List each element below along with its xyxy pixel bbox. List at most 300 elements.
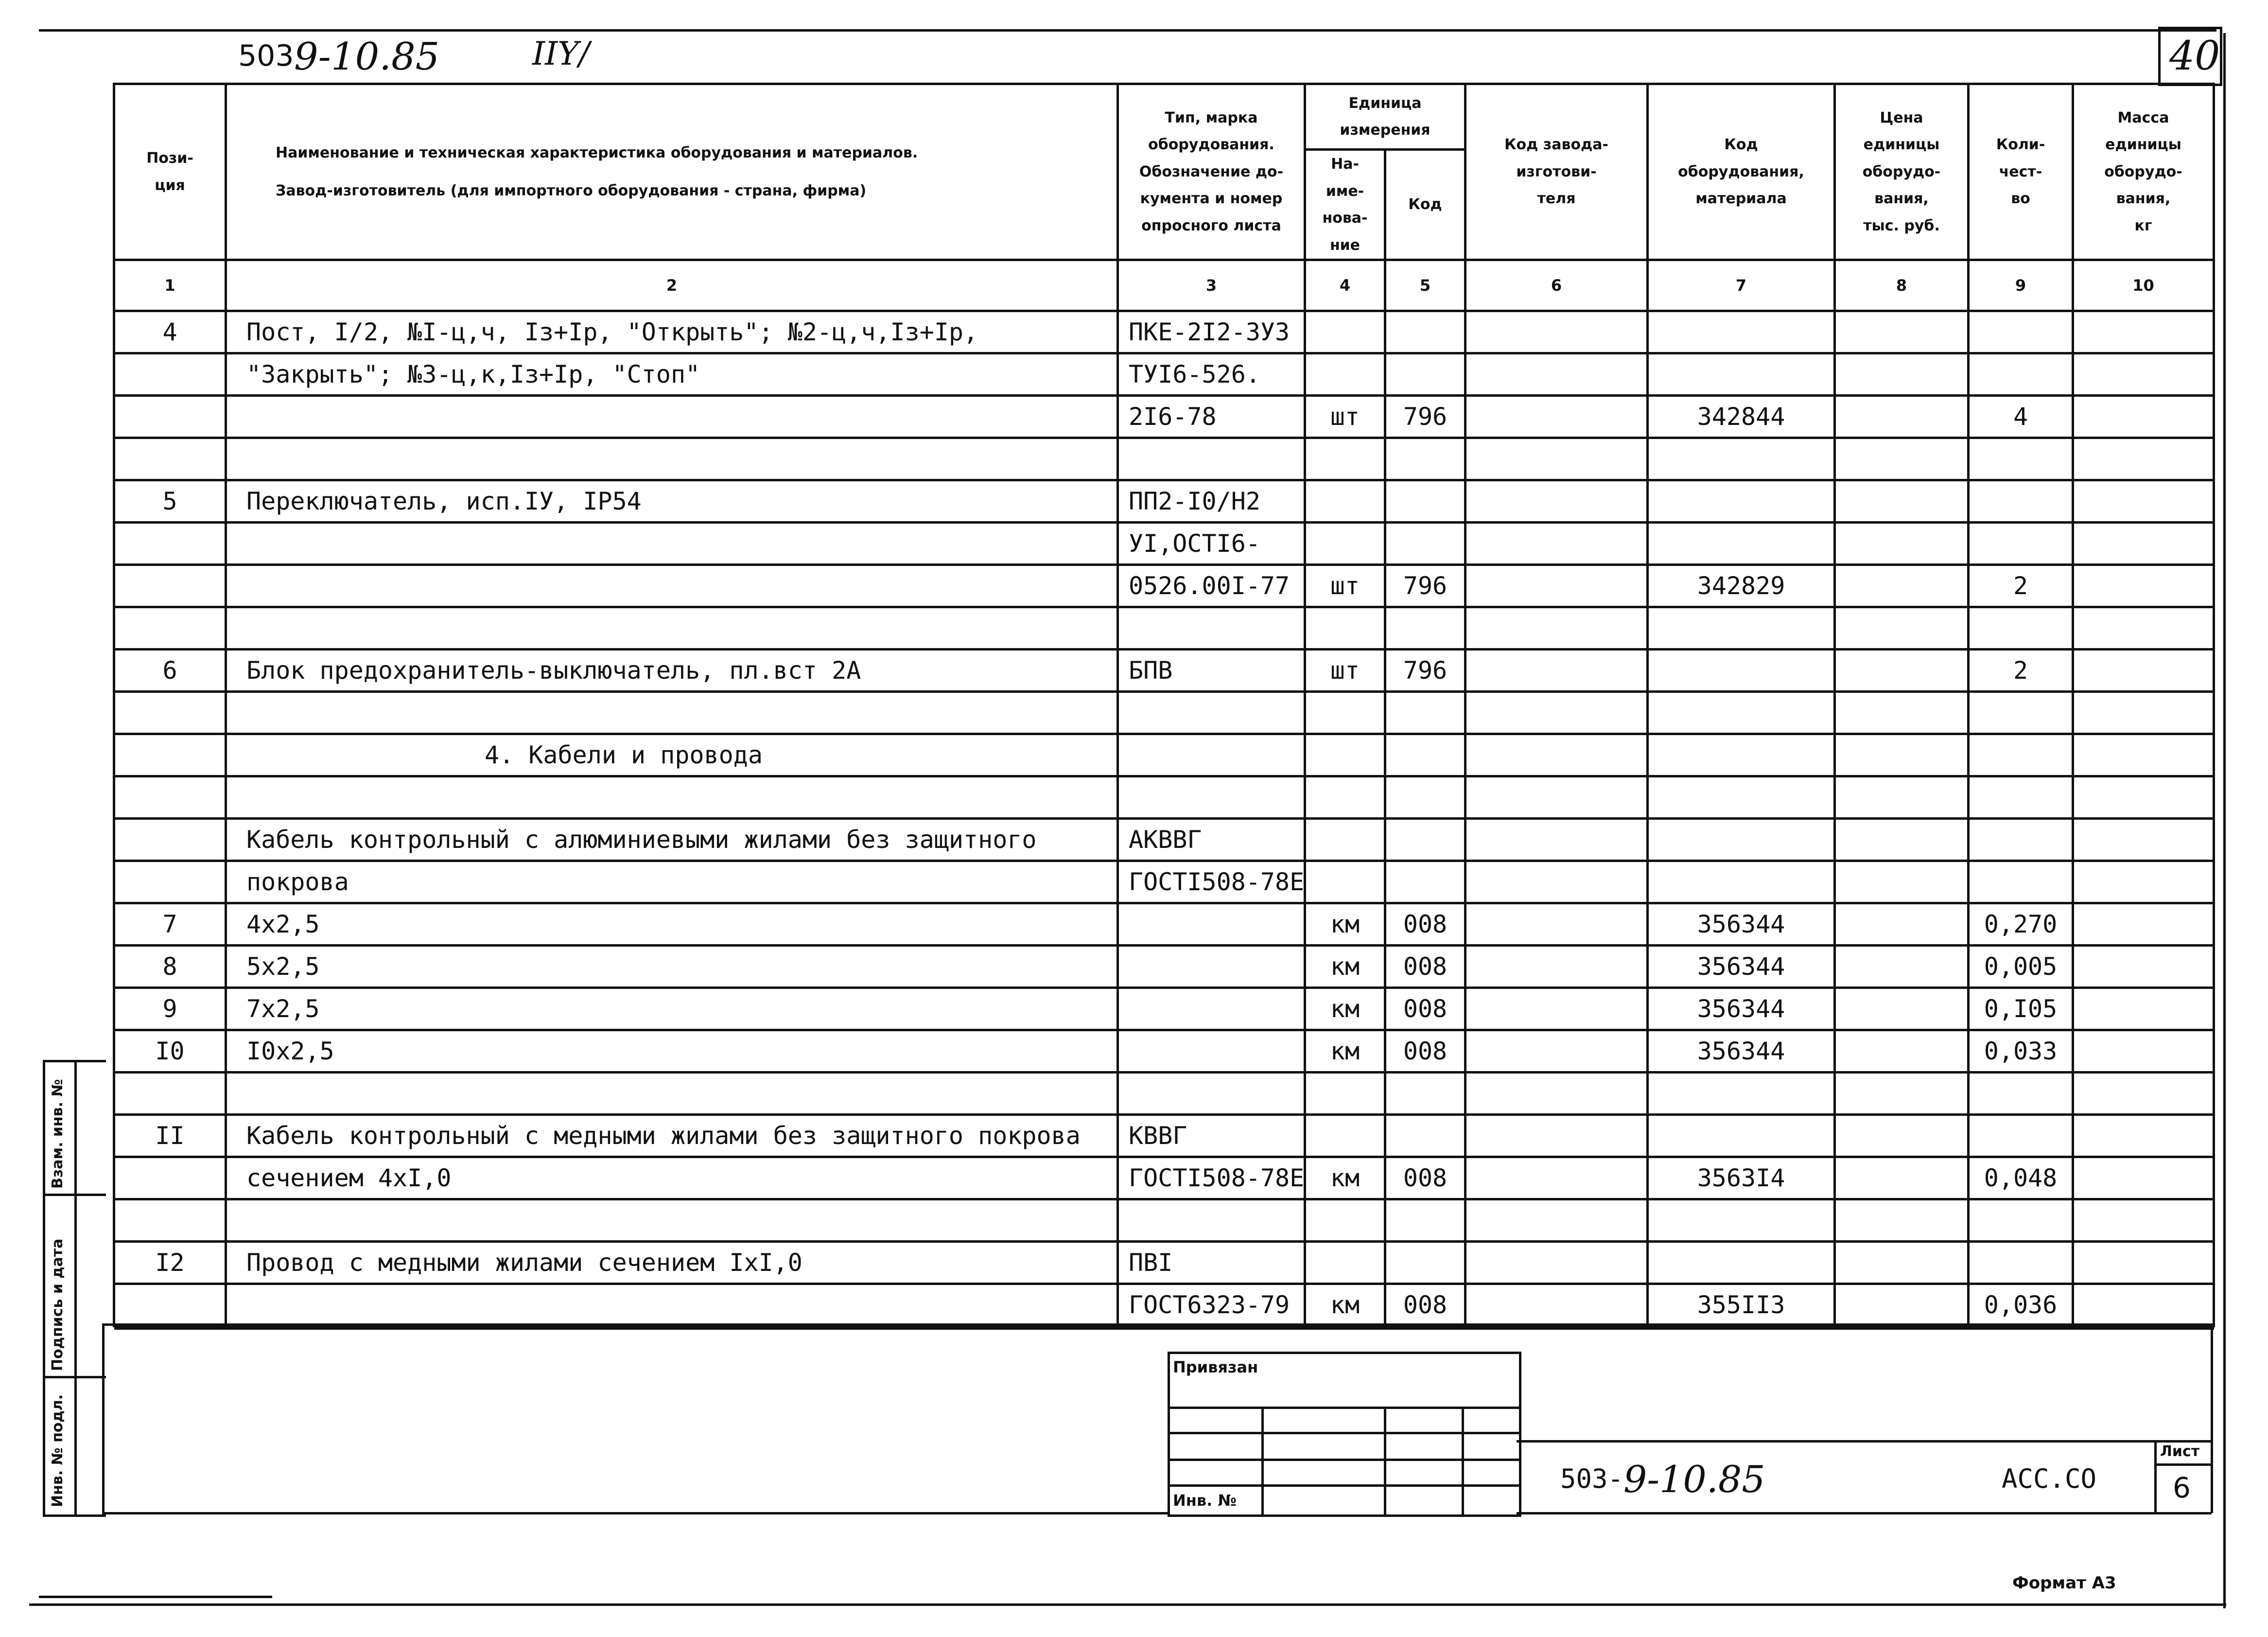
cell-position xyxy=(114,1073,226,1115)
cell-type xyxy=(1118,776,1305,819)
cell-type xyxy=(1118,1030,1305,1073)
table-bottom-line xyxy=(102,1323,2212,1326)
cell-mass xyxy=(2073,1157,2214,1199)
side-cell-vzam xyxy=(45,1062,106,1196)
cell-unit xyxy=(1305,353,1385,396)
cell-type: ГОСТ6323-79 xyxy=(1118,1284,1305,1326)
cell-quantity: 0,048 xyxy=(1969,1157,2073,1199)
titleblock-top-line xyxy=(1517,1440,2212,1443)
cell-equipment-code xyxy=(1648,1073,1835,1115)
cell-factory-code xyxy=(1465,1157,1648,1199)
cell-mass xyxy=(2073,650,2214,692)
cell-price xyxy=(1835,692,1969,734)
cell-equipment-code xyxy=(1648,480,1835,523)
cell-unit xyxy=(1305,861,1385,903)
cell-mass xyxy=(2073,692,2214,734)
doc-code-printed: 503- xyxy=(1560,1463,1624,1494)
cell-position: 5 xyxy=(114,480,226,523)
doc-code-handwritten: 9-10.85 xyxy=(1623,1458,1765,1501)
table-row xyxy=(114,1157,2214,1199)
cell-factory-code xyxy=(1465,946,1648,988)
cell-type xyxy=(1118,1199,1305,1242)
cell-price xyxy=(1835,776,1969,819)
cell-factory-code xyxy=(1465,396,1648,438)
cell-position xyxy=(114,776,226,819)
stamp-vline-3 xyxy=(1462,1409,1464,1514)
frame-bottom-lower xyxy=(102,1512,1168,1514)
cell-name: 4. Кабели и провода xyxy=(226,734,1118,776)
cell-unit: км xyxy=(1305,1284,1385,1326)
cell-factory-code xyxy=(1465,1199,1648,1242)
cell-factory-code xyxy=(1465,819,1648,861)
cell-type: УI,ОСТI6- xyxy=(1118,523,1305,565)
cell-mass xyxy=(2073,607,2214,650)
cell-equipment-code xyxy=(1648,861,1835,903)
cell-factory-code xyxy=(1465,1284,1648,1326)
cell-factory-code xyxy=(1465,734,1648,776)
cell-unit-code xyxy=(1385,819,1465,861)
table-row xyxy=(114,1115,2214,1157)
stamp-hline-4 xyxy=(1170,1484,1519,1487)
cell-equipment-code xyxy=(1648,1199,1835,1242)
cell-equipment-code: 356344 xyxy=(1648,946,1835,988)
column-number-3: 3 xyxy=(1118,260,1305,311)
side-label-inv-podl: Инв. № подл. xyxy=(49,1394,66,1507)
cell-unit xyxy=(1305,1199,1385,1242)
top-center-dash xyxy=(1016,29,1128,32)
table-row xyxy=(114,438,2214,480)
cell-type xyxy=(1118,692,1305,734)
cell-price xyxy=(1835,946,1969,988)
cell-unit-code xyxy=(1385,1242,1465,1284)
cell-type xyxy=(1118,607,1305,650)
cell-mass xyxy=(2073,1030,2214,1073)
cell-name xyxy=(226,692,1118,734)
stamp-hline-2 xyxy=(1170,1432,1519,1434)
cell-mass xyxy=(2073,1115,2214,1157)
stamp-vline-1 xyxy=(1261,1409,1264,1514)
cell-price xyxy=(1835,734,1969,776)
cell-equipment-code xyxy=(1648,523,1835,565)
cell-price xyxy=(1835,396,1969,438)
cell-unit xyxy=(1305,776,1385,819)
cell-price xyxy=(1835,480,1969,523)
cell-name xyxy=(226,565,1118,607)
cell-mass xyxy=(2073,396,2214,438)
cell-quantity xyxy=(1969,438,2073,480)
table-row xyxy=(114,396,2214,438)
cell-name xyxy=(226,1284,1118,1326)
cell-position xyxy=(114,353,226,396)
cell-unit-code xyxy=(1385,692,1465,734)
cell-name: Кабель контрольный с алюминиевыми жилами без защитного xyxy=(226,819,1118,861)
cell-unit-code xyxy=(1385,1115,1465,1157)
table-row xyxy=(114,650,2214,692)
cell-mass xyxy=(2073,523,2214,565)
cell-position xyxy=(114,861,226,903)
cell-position xyxy=(114,692,226,734)
column-number-2: 2 xyxy=(226,260,1118,311)
cell-equipment-code xyxy=(1648,438,1835,480)
cell-mass xyxy=(2073,565,2214,607)
cell-price xyxy=(1835,1030,1969,1073)
cell-quantity: 2 xyxy=(1969,650,2073,692)
cell-position xyxy=(114,396,226,438)
cell-equipment-code: 356344 xyxy=(1648,1030,1835,1073)
cell-factory-code xyxy=(1465,523,1648,565)
table-row xyxy=(114,353,2214,396)
side-cell-inv xyxy=(45,1378,106,1512)
frame-left-lower xyxy=(102,1323,105,1513)
cell-price xyxy=(1835,650,1969,692)
table-row xyxy=(114,1030,2214,1073)
cell-unit xyxy=(1305,311,1385,353)
cell-name xyxy=(226,396,1118,438)
table-row xyxy=(114,946,2214,988)
cell-unit-code xyxy=(1385,776,1465,819)
cell-mass xyxy=(2073,1242,2214,1284)
specification-table xyxy=(113,83,2215,1330)
cell-unit-code: 796 xyxy=(1385,565,1465,607)
cell-equipment-code: 3563I4 xyxy=(1648,1157,1835,1199)
cell-unit-code: 008 xyxy=(1385,988,1465,1030)
cell-unit xyxy=(1305,523,1385,565)
sheet-number: 6 xyxy=(2173,1471,2191,1504)
cell-unit: км xyxy=(1305,1157,1385,1199)
cell-price xyxy=(1835,523,1969,565)
table-row xyxy=(114,523,2214,565)
cell-quantity xyxy=(1969,819,2073,861)
page-number: 40 xyxy=(2169,33,2220,79)
cell-price xyxy=(1835,1115,1969,1157)
column-number-6: 6 xyxy=(1465,260,1648,311)
cell-position xyxy=(114,565,226,607)
side-label-podpis: Подпись и дата xyxy=(49,1238,66,1371)
cell-factory-code xyxy=(1465,1115,1648,1157)
column-number-8: 8 xyxy=(1835,260,1969,311)
cell-equipment-code xyxy=(1648,734,1835,776)
cell-unit-code xyxy=(1385,607,1465,650)
cell-mass xyxy=(2073,734,2214,776)
cell-position xyxy=(114,607,226,650)
titleblock-sheet-line xyxy=(2154,1463,2212,1466)
cell-position: 4 xyxy=(114,311,226,353)
top-printed-code: 503 xyxy=(238,39,294,73)
frame-right-line xyxy=(2223,33,2226,1608)
cell-factory-code xyxy=(1465,480,1648,523)
cell-quantity: 0,270 xyxy=(1969,903,2073,946)
cell-price xyxy=(1835,1073,1969,1115)
cell-type: 0526.00I-77 xyxy=(1118,565,1305,607)
cell-unit: шт xyxy=(1305,396,1385,438)
cell-unit: км xyxy=(1305,946,1385,988)
binding-stamp xyxy=(1168,1352,1521,1517)
cell-quantity xyxy=(1969,311,2073,353)
cell-mass xyxy=(2073,311,2214,353)
cell-factory-code xyxy=(1465,776,1648,819)
table-row xyxy=(114,1242,2214,1284)
table-row xyxy=(114,311,2214,353)
cell-price xyxy=(1835,819,1969,861)
table-row xyxy=(114,692,2214,734)
cell-unit-code xyxy=(1385,1073,1465,1115)
cell-name xyxy=(226,776,1118,819)
column-number-5: 5 xyxy=(1385,260,1465,311)
cell-unit-code xyxy=(1385,523,1465,565)
cell-quantity: 2 xyxy=(1969,565,2073,607)
cell-quantity xyxy=(1969,607,2073,650)
cell-type xyxy=(1118,946,1305,988)
cell-unit: км xyxy=(1305,903,1385,946)
top-handwritten-code: 9-10.85 xyxy=(294,35,440,79)
cell-mass xyxy=(2073,903,2214,946)
cell-position: II xyxy=(114,1115,226,1157)
cell-name: покрова xyxy=(226,861,1118,903)
cell-position xyxy=(114,1157,226,1199)
cell-position xyxy=(114,523,226,565)
cell-unit xyxy=(1305,438,1385,480)
table-row xyxy=(114,734,2214,776)
cell-unit-code: 008 xyxy=(1385,1284,1465,1326)
sheet-label: Лист xyxy=(2160,1443,2200,1460)
cell-name: Провод с медными жилами сечением IхI,0 xyxy=(226,1242,1118,1284)
cell-equipment-code xyxy=(1648,353,1835,396)
cell-name: сечением 4хI,0 xyxy=(226,1157,1118,1199)
table-bottom-spacer xyxy=(114,1326,2214,1329)
cell-type: ПП2-I0/Н2 xyxy=(1118,480,1305,523)
cell-unit: км xyxy=(1305,1030,1385,1073)
frame-top-line xyxy=(39,29,2216,32)
cell-type xyxy=(1118,438,1305,480)
cell-unit-code xyxy=(1385,734,1465,776)
cell-equipment-code: 342844 xyxy=(1648,396,1835,438)
column-number-10: 10 xyxy=(2073,260,2214,311)
header-unit-group: Единица измерения xyxy=(1305,84,1465,150)
cell-position: 8 xyxy=(114,946,226,988)
cell-name: "Закрыть"; №3-ц,к,Iз+Iр, "Стоп" xyxy=(226,353,1118,396)
cell-unit xyxy=(1305,1115,1385,1157)
table-row xyxy=(114,607,2214,650)
titleblock-sheet-divider xyxy=(2154,1440,2157,1513)
cell-equipment-code xyxy=(1648,776,1835,819)
cell-mass xyxy=(2073,353,2214,396)
cell-quantity xyxy=(1969,1242,2073,1284)
cell-type xyxy=(1118,988,1305,1030)
cell-unit-code: 008 xyxy=(1385,946,1465,988)
cell-equipment-code xyxy=(1648,1115,1835,1157)
cell-mass xyxy=(2073,946,2214,988)
cell-equipment-code: 342829 xyxy=(1648,565,1835,607)
table-row xyxy=(114,903,2214,946)
table-row xyxy=(114,819,2214,861)
cell-factory-code xyxy=(1465,988,1648,1030)
header-unit-name: На- име- нова- ние xyxy=(1305,150,1385,260)
stamp-hline-1 xyxy=(1170,1407,1519,1409)
cell-type xyxy=(1118,903,1305,946)
column-number-row xyxy=(114,260,2214,311)
column-number-1: 1 xyxy=(114,260,226,311)
cell-equipment-code: 356344 xyxy=(1648,903,1835,946)
cell-name: Пост, I/2, №I-ц,ч, Iз+Iр, "Открыть"; №2-ц,ч,Iз+Iр, xyxy=(226,311,1118,353)
cell-name xyxy=(226,607,1118,650)
cell-type: 2I6-78 xyxy=(1118,396,1305,438)
header-unit-code: Код xyxy=(1385,150,1465,260)
specification-rows xyxy=(114,311,2214,1326)
header-factory-code: Код завода- изготови- теля xyxy=(1465,84,1648,260)
cell-equipment-code xyxy=(1648,607,1835,650)
cell-name xyxy=(226,438,1118,480)
cell-equipment-code xyxy=(1648,819,1835,861)
top-roman-mark: IIY/ xyxy=(532,35,590,72)
cell-unit xyxy=(1305,1242,1385,1284)
cell-type: АКВВГ xyxy=(1118,819,1305,861)
cell-type xyxy=(1118,734,1305,776)
table-row xyxy=(114,1073,2214,1115)
cell-factory-code xyxy=(1465,1030,1648,1073)
cell-position: I0 xyxy=(114,1030,226,1073)
inv-no-label: Инв. № xyxy=(1173,1491,1237,1510)
cell-price xyxy=(1835,1284,1969,1326)
header-position: Пози- ция xyxy=(114,84,226,260)
stamp-vline-2 xyxy=(1384,1409,1386,1514)
doc-mark: АСС.СО xyxy=(2002,1463,2097,1494)
cell-quantity xyxy=(1969,692,2073,734)
header-type: Тип, марка оборудования. Обозначение до- кумента и номер опросного листа xyxy=(1118,84,1305,260)
cell-position: 6 xyxy=(114,650,226,692)
cell-quantity xyxy=(1969,480,2073,523)
cell-quantity: 0,005 xyxy=(1969,946,2073,988)
cell-quantity xyxy=(1969,1199,2073,1242)
cell-unit-code: 008 xyxy=(1385,1157,1465,1199)
cell-quantity xyxy=(1969,1115,2073,1157)
cell-price xyxy=(1835,353,1969,396)
table-row xyxy=(114,565,2214,607)
cell-unit xyxy=(1305,480,1385,523)
privyazan-label: Привязан xyxy=(1173,1358,1258,1376)
cell-unit-code: 008 xyxy=(1385,1030,1465,1073)
cell-factory-code xyxy=(1465,1242,1648,1284)
cell-name xyxy=(226,1073,1118,1115)
header-name: Наименование и техническая характеристика оборудования и материалов. Завод-изготовитель (для импортного оборудования - страна, фирма) xyxy=(226,84,1118,260)
column-number-4: 4 xyxy=(1305,260,1385,311)
cell-quantity xyxy=(1969,353,2073,396)
cell-type: КВВГ xyxy=(1118,1115,1305,1157)
cell-name xyxy=(226,523,1118,565)
table-row xyxy=(114,1199,2214,1242)
cell-price xyxy=(1835,438,1969,480)
cell-equipment-code xyxy=(1648,311,1835,353)
cell-type: ПВI xyxy=(1118,1242,1305,1284)
cell-name: 4х2,5 xyxy=(226,903,1118,946)
left-side-stamp xyxy=(43,1060,106,1517)
titleblock-bottom-line xyxy=(1517,1512,2212,1514)
side-label-vzam: Взам. инв. № xyxy=(49,1079,66,1189)
cell-type: ТУI6-526. xyxy=(1118,353,1305,396)
header-quantity: Коли- чест- во xyxy=(1969,84,2073,260)
cell-quantity xyxy=(1969,1073,2073,1115)
cell-equipment-code: 355II3 xyxy=(1648,1284,1835,1326)
cell-unit-code xyxy=(1385,311,1465,353)
cell-unit xyxy=(1305,734,1385,776)
frame-bottom-line xyxy=(29,1603,2226,1606)
cell-unit xyxy=(1305,1073,1385,1115)
cell-mass xyxy=(2073,1199,2214,1242)
cell-position xyxy=(114,819,226,861)
table-row xyxy=(114,776,2214,819)
cell-name: Кабель контрольный с медными жилами без защитного покрова xyxy=(226,1115,1118,1157)
cell-factory-code xyxy=(1465,903,1648,946)
column-number-9: 9 xyxy=(1969,260,2073,311)
cell-unit xyxy=(1305,607,1385,650)
cell-factory-code xyxy=(1465,353,1648,396)
bottom-left-dash xyxy=(39,1596,272,1598)
cell-mass xyxy=(2073,776,2214,819)
header-mass: Масса единицы оборудо- вания, кг xyxy=(2073,84,2214,260)
cell-factory-code xyxy=(1465,1073,1648,1115)
cell-unit xyxy=(1305,692,1385,734)
cell-equipment-code xyxy=(1648,1242,1835,1284)
cell-price xyxy=(1835,903,1969,946)
cell-quantity xyxy=(1969,861,2073,903)
cell-mass xyxy=(2073,1284,2214,1326)
cell-position: I2 xyxy=(114,1242,226,1284)
table-row xyxy=(114,861,2214,903)
stamp-hline-3 xyxy=(1170,1459,1519,1461)
frame-right-lower xyxy=(2211,1323,2213,1513)
cell-name: Блок предохранитель-выключатель, пл.вст 2А xyxy=(226,650,1118,692)
cell-mass xyxy=(2073,988,2214,1030)
cell-unit-code xyxy=(1385,438,1465,480)
cell-price xyxy=(1835,861,1969,903)
cell-mass xyxy=(2073,819,2214,861)
cell-position xyxy=(114,1284,226,1326)
cell-mass xyxy=(2073,438,2214,480)
format-label: Формат А3 xyxy=(2012,1573,2116,1593)
cell-position xyxy=(114,438,226,480)
cell-unit-code: 796 xyxy=(1385,650,1465,692)
cell-unit: шт xyxy=(1305,650,1385,692)
side-cell-podpis xyxy=(45,1196,106,1378)
cell-factory-code xyxy=(1465,438,1648,480)
cell-quantity: 4 xyxy=(1969,396,2073,438)
cell-mass xyxy=(2073,480,2214,523)
cell-type: ГОСТI508-78Е xyxy=(1118,1157,1305,1199)
cell-unit: шт xyxy=(1305,565,1385,607)
cell-name: 7х2,5 xyxy=(226,988,1118,1030)
cell-quantity xyxy=(1969,734,2073,776)
cell-unit-code xyxy=(1385,861,1465,903)
header-price: Цена единицы оборудо- вания, тыс. руб. xyxy=(1835,84,1969,260)
cell-price xyxy=(1835,1242,1969,1284)
cell-unit-code xyxy=(1385,480,1465,523)
cell-equipment-code: 356344 xyxy=(1648,988,1835,1030)
table-row xyxy=(114,1284,2214,1326)
cell-quantity xyxy=(1969,523,2073,565)
table-row xyxy=(114,480,2214,523)
cell-unit: км xyxy=(1305,988,1385,1030)
cell-factory-code xyxy=(1465,607,1648,650)
cell-unit xyxy=(1305,819,1385,861)
cell-factory-code xyxy=(1465,650,1648,692)
cell-price xyxy=(1835,311,1969,353)
cell-name: 5х2,5 xyxy=(226,946,1118,988)
cell-price xyxy=(1835,607,1969,650)
cell-equipment-code xyxy=(1648,650,1835,692)
cell-type: ГОСТI508-78Е xyxy=(1118,861,1305,903)
cell-position: 9 xyxy=(114,988,226,1030)
cell-price xyxy=(1835,1199,1969,1242)
cell-unit-code: 796 xyxy=(1385,396,1465,438)
